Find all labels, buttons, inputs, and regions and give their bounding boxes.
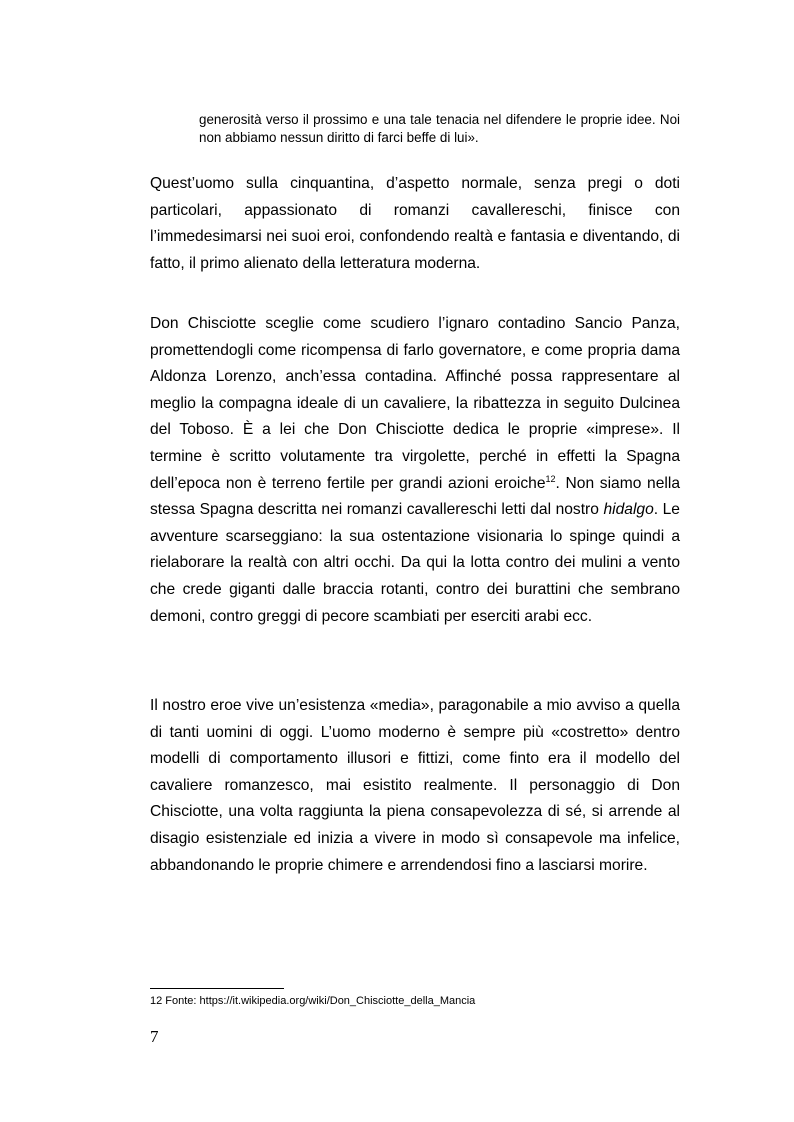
paragraph-1: Quest’uomo sulla cinquantina, d’aspetto normale, senza pregi o doti particolari, appassionato di romanzi cavallereschi, finisce con l’immedesimarsi nei suoi eroi, confondendo realtà e fantasia e diventando, di fatto, il primo alienato della letteratura moderna. xyxy=(150,175,680,272)
footnote: 12 Fonte: https://it.wikipedia.org/wiki/Don_Chisciotte_della_Mancia xyxy=(150,995,476,1007)
page-number: 7 xyxy=(150,1027,159,1046)
footnote-separator xyxy=(150,988,284,989)
paragraph-2 xyxy=(150,311,680,630)
italic-term: hidalgo xyxy=(603,501,654,519)
paragraph-2-text-start: Don Chisciotte sceglie come scudiero l’ignaro contadino Sancio Panza, promettendogli come ricompensa di farlo governatore, e come propria dama Aldonza Lorenzo, anch’essa contadina. Affinché possa rappresentare al meglio la compagna ideale di un cavaliere, la ribattezza in seguito Dulcinea del Toboso. È a lei che Don Chisciotte dedica le proprie «imprese». Il termine è scritto volutamente tra virgolette, perché in effetti la Spagna dell’epoca non è terreno fertile per grandi azioni eroiche xyxy=(150,315,680,492)
paragraph-2-text-middle: . Non siamo nella stessa Spagna descritta nei romanzi cavallereschi letti dal nostro xyxy=(150,474,680,519)
block-quote: generosità verso il prossimo e una tale tenacia nel difendere le proprie idee. Noi non abbiamo nessun diritto di farci beffe di lui». xyxy=(199,112,680,145)
paragraph-2-text-end: . Le avventure scarseggiano: la sua ostentazione visionaria lo spinge quindi a rielaborare la realtà con altri occhi. Da qui la lotta contro dei mulini a vento che crede giganti dalle braccia rotanti, contro dei burattini che sembrano demoni, contro greggi di pecore scambiati per eserciti arabi ecc. xyxy=(150,501,680,625)
paragraph-3: Il nostro eroe vive un’esistenza «media», paragonabile a mio avviso a quella di tanti uomini di oggi. L’uomo moderno è sempre più «costretto» dentro modelli di comportamento illusori e fittizi, come finto era il modello del cavaliere romanzesco, mai esistito realmente. Il personaggio di Don Chisciotte, una volta raggiunta la piena consapevolezza di sé, si arrende al disagio esistenziale ed inizia a vivere in modo sì consapevole ma infelice, abbandonando le proprie chimere e arrendendosi fino a lasciarsi morire. xyxy=(150,697,680,874)
footnote-reference[interactable]: 12 xyxy=(545,473,556,484)
